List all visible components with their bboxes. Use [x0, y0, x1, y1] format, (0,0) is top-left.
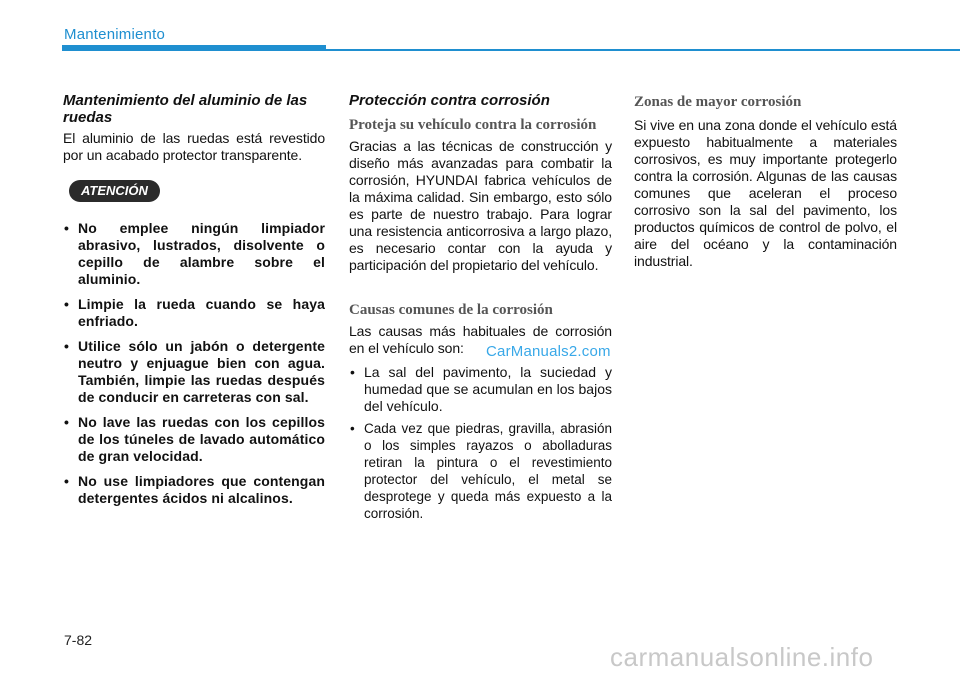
common-causes-paragraph: Las causas más habituales de corrosión en el vehículo son: — [349, 323, 612, 356]
aluminum-wheels-heading: Mantenimiento del aluminio de las ruedas — [63, 92, 308, 126]
column-middle — [349, 92, 612, 527]
list-item: • Limpie la rueda cuando se haya enfriado. — [64, 296, 325, 329]
carmanuals-watermark: CarManuals2.com — [486, 343, 611, 360]
list-item: • No emplee ningún limpiador abrasivo, lustrados, disolvente o cepillo de alambre sobre el aluminio. — [64, 220, 325, 287]
causes-list — [349, 364, 612, 522]
footer-watermark: carmanualsonline.info — [610, 642, 874, 672]
header-rule-thick — [62, 45, 326, 51]
header-rule-thin — [326, 49, 960, 51]
protect-vehicle-subheading: Proteja su vehículo contra la corrosión — [349, 117, 597, 133]
list-item: • La sal del pavimento, la suciedad y humedad que se acumulan en los bajos del vehículo. — [350, 364, 612, 414]
list-item: • No use limpiadores que contengan detergentes ácidos ni alcalinos. — [64, 473, 325, 506]
high-corrosion-zones-paragraph: Si vive en una zona donde el vehículo está expuesto habitualmente a materiales corrosivos, es muy importante protegerlo contra la corrosión. Algunas de las causas comunes que aceleran el proceso corrosivo son la sal del pavimento, los productos químicos de control de polvo, el aire del océano y la contaminación industrial. — [634, 117, 897, 269]
caution-badge: ATENCIÓN — [69, 180, 160, 202]
list-item: • Cada vez que piedras, gravilla, abrasión o los simples rayazos o abolladuras retiran la pintura o el revestimiento protector del vehículo, el metal se desprotege y queda más expuesto a la corrosión. — [350, 421, 612, 521]
corrosion-protection-heading: Protección contra corrosión — [349, 92, 550, 109]
section-title: Mantenimiento — [64, 26, 165, 43]
protect-vehicle-paragraph: Gracias a las técnicas de construcción y diseño más avanzadas para combatir la corrosión, HYUNDAI fabrica vehículos de la máxima calidad. Sin embargo, esto sólo es parte de nuestro trabajo. Para lograr una resistencia anticorrosiva a largo plazo, es necesario contar con la ayuda y participación del propietario del vehículo. — [349, 138, 612, 273]
high-corrosion-zones-subheading: Zonas de mayor corrosión — [634, 94, 802, 110]
list-item: • Utilice sólo un jabón o detergente neutro y enjuague bien con agua. También, limpie las ruedas después de conducir en carreteras con sal. — [64, 338, 325, 405]
column-right — [634, 92, 897, 270]
caution-list — [63, 220, 325, 507]
common-causes-subheading: Causas comunes de la corrosión — [349, 302, 553, 318]
page-number: 7-82 — [64, 632, 93, 648]
aluminum-intro: El aluminio de las ruedas está revestido por un acabado protector transparente. — [63, 130, 325, 163]
list-item: • No lave las ruedas con los cepillos de los túneles de lavado automático de gran velocidad. — [64, 414, 325, 464]
column-left — [63, 92, 325, 515]
